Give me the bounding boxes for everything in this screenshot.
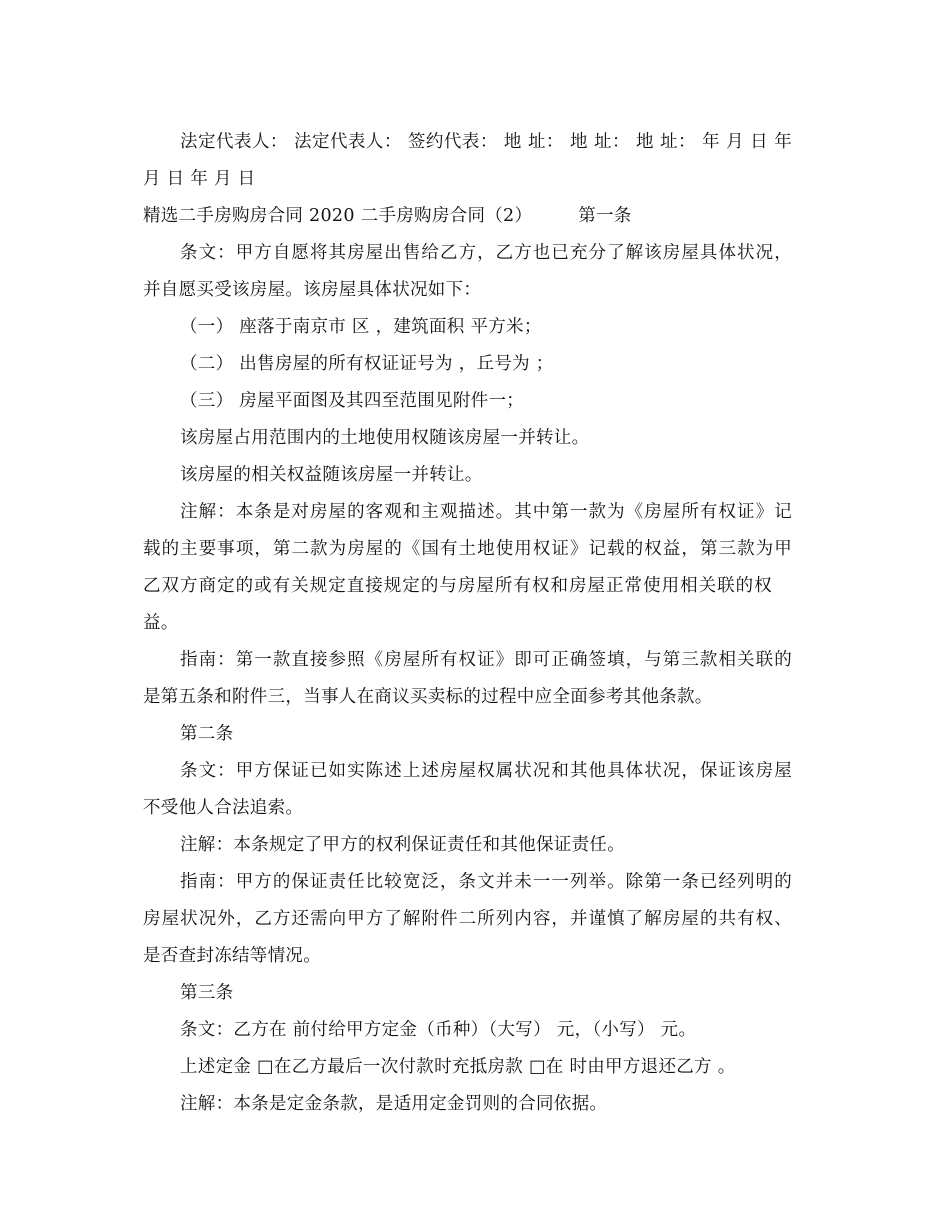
paragraph-line: 条文：乙方在 前付给甲方定金（币种）（大写） 元，（小写） 元。 <box>180 1020 697 1040</box>
paragraph-line: 上述定金 □在乙方最后一次付款时充抵房款 □在 时由甲方退还乙方 。 <box>180 1057 736 1077</box>
paragraph-line: 乙双方商定的或有关规定直接规定的与房屋所有权和房屋正常使用相关联的权 <box>143 576 772 596</box>
paragraph-line: 载的主要事项，第二款为房屋的《国有土地使用权证》记载的权益，第三款为甲 <box>143 539 792 559</box>
signature-block-line-1: 法定代表人： 法定代表人： 签约代表： 地 址： 地 址： 地 址： 年 月 日 年 <box>180 132 792 152</box>
paragraph-line: 注解：本条是对房屋的客观和主观描述。其中第一款为《房屋所有权证》记 <box>180 502 792 522</box>
paragraph-line: 房屋状况外，乙方还需向甲方了解附件二所列内容，并谨慎了解房屋的共有权、 <box>143 909 792 929</box>
paragraph-line: 是否查封冻结等情况。 <box>143 946 321 966</box>
list-item-1: （一） 座落于南京市 区 ，建筑面积 平方米； <box>180 317 542 337</box>
document-title: 精选二手房购房合同 2020 二手房购房合同（2） <box>143 206 533 226</box>
signature-block-line-2: 月 日 年 月 日 <box>143 169 256 189</box>
paragraph-line: 益。 <box>143 613 179 633</box>
paragraph-line: 注解：本条规定了甲方的权利保证责任和其他保证责任。 <box>180 835 625 855</box>
list-item-3: （三） 房屋平面图及其四至范围见附件一； <box>180 391 525 411</box>
paragraph-line: 并自愿买受该房屋。该房屋具体状况如下： <box>143 280 482 300</box>
paragraph-line: 该房屋的相关权益随该房屋一并转让。 <box>180 465 483 485</box>
paragraph-line: 不受他人合法追索。 <box>143 798 304 818</box>
paragraph-line: 条文：甲方自愿将其房屋出售给乙方，乙方也已充分了解该房屋具体状况， <box>180 243 792 263</box>
article-2-heading: 第二条 <box>180 724 234 744</box>
document-title-line <box>143 204 632 228</box>
paragraph-line: 是第五条和附件三，当事人在商议买卖标的过程中应全面参考其他条款。 <box>143 687 713 707</box>
paragraph-line: 指南：甲方的保证责任比较宽泛，条文并未一一列举。除第一条已经列明的 <box>180 872 792 892</box>
paragraph-line: 注解：本条是定金条款，是适用定金罚则的合同依据。 <box>180 1094 608 1114</box>
paragraph-line: 该房屋占用范围内的土地使用权随该房屋一并转让。 <box>180 428 590 448</box>
paragraph-line: 条文：甲方保证已如实陈述上述房屋权属状况和其他具体状况，保证该房屋 <box>180 761 792 781</box>
paragraph-line: 指南：第一款直接参照《房屋所有权证》即可正确签填，与第三款相关联的 <box>180 650 792 670</box>
list-item-2: （二） 出售房屋的所有权证证号为 ，丘号为 ； <box>180 354 554 374</box>
article-1-heading: 第一条 <box>578 206 632 226</box>
article-3-heading: 第三条 <box>180 983 234 1003</box>
